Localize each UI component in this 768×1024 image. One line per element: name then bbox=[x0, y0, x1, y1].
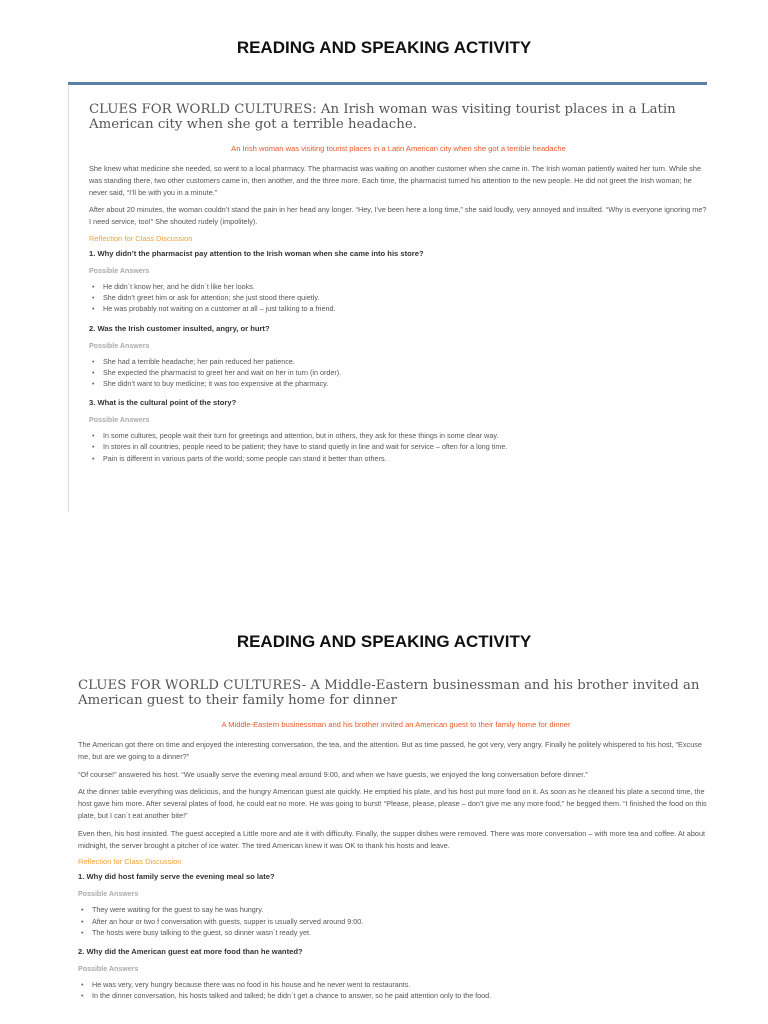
page-heading: READING AND SPEAKING ACTIVITY bbox=[236, 632, 532, 651]
story-paragraph: After about 20 minutes, the woman couldn’t stand the pain in her head any longer. “Hey, I’ve been here a long time,” she said loudly, very annoyed and insulted. “Why is everyone ignoring me? I need service, too!” She shouted rudely (impolitely). bbox=[89, 205, 707, 227]
possible-answers-label: Possible Answers bbox=[89, 266, 150, 275]
story-paragraph: The American got there on time and enjoyed the interesting conversation, the tea, and the attention. But as time passed, he got very, very angry. Finally he politely whispered to his host, “Excuse me, but are we going to a dinner?” bbox=[78, 740, 702, 761]
heading-divider bbox=[68, 82, 707, 85]
possible-answers-label: Possible Answers bbox=[78, 964, 139, 973]
answer-item: • He was very, very hungry because there was no food in his house and he never went to restaurants. bbox=[78, 979, 714, 990]
answer-item: • In the dinner conversation, his hosts talked and talked; he didn´t get a chance to answer, so he paid attention only to the food. bbox=[78, 990, 714, 1001]
clue-title: CLUES FOR WORLD CULTURES: An Irish woman was visiting tourist places in a Latin American city when she got a terrible headache. bbox=[89, 102, 676, 132]
reflection-heading: Reflection for Class Discussion bbox=[78, 857, 182, 867]
answer-list bbox=[78, 979, 714, 1001]
answer-item: • They were waiting for the guest to say he was hungry. bbox=[78, 904, 714, 915]
page-heading: READING AND SPEAKING ACTIVITY bbox=[236, 38, 532, 57]
discussion-question: 1. Why didn’t the pharmacist pay attention to the Irish woman when she came into his store? bbox=[89, 248, 424, 258]
answer-list bbox=[89, 430, 708, 464]
answer-item: • She didn’t greet him or ask for attention; she just stood there quietly. bbox=[89, 292, 708, 303]
answer-item: • In some cultures, people wait their turn for greetings and attention, but in others, they ask for these things in some clear way. bbox=[89, 430, 708, 441]
discussion-question: 1. Why did host family serve the evening meal so late? bbox=[78, 872, 275, 882]
activity-section-1 bbox=[68, 86, 708, 512]
answer-item: • In stores in all countries, people need to be patient; they have to stand quietly in line and wait for service – often for a long time. bbox=[89, 441, 708, 452]
reflection-heading: Reflection for Class Discussion bbox=[89, 233, 193, 243]
story-subtitle: An Irish woman was visiting tourist places in a Latin American city when she got a terrible headache bbox=[231, 144, 566, 153]
answer-item: • The hosts were busy talking to the guest, so dinner wasn´t ready yet. bbox=[78, 927, 714, 938]
answer-item: • She didn’t want to buy medicine; it was too expensive at the pharmacy. bbox=[89, 378, 708, 389]
possible-answers-label: Possible Answers bbox=[78, 890, 139, 899]
clue-title: CLUES FOR WORLD CULTURES- A Middle-Eastern businessman and his brother invited an American guest to their family home for dinner bbox=[78, 678, 700, 708]
answer-list bbox=[89, 356, 708, 390]
answer-item: • He didn´t know her, and he didn´t like her looks. bbox=[89, 281, 708, 292]
answer-item: • After an hour or two f conversation with guests, supper is usually served around 9:00. bbox=[78, 916, 714, 927]
story-paragraph: At the dinner table everything was delicious, and the hungry American guest ate quickly. He emptied his plate, and his host put more food on it. As soon as he cleaned his plate a second time, the host gave him more. After several plates of food, he could eat no more. He was going to burst! “Please, please, please – don’t give me any more food,” he begged them. “I finished the food on this plate, but I can´t eat another bite!” bbox=[78, 787, 707, 820]
discussion-question: 2. Was the Irish customer insulted, angry, or hurt? bbox=[89, 323, 270, 333]
story-paragraph: She knew what medicine she needed, so went to a local pharmacy. The pharmacist was waiting on another customer when she came in. The Irish woman patiently waited her turn. While she was standing there, two other customers came in, then another, and the three more. Each time, the pharmacist turned his attention to the new people. He did not greet the Irish woman; he never said, “I’ll be with you in a minute.” bbox=[89, 164, 702, 197]
story-paragraph: “Of course!” answered his host. “We usually serve the evening meal around 9:00, and when we have guests, we enjoyed the long conversation before dinner.” bbox=[78, 769, 588, 779]
answer-item: • She expected the pharmacist to greet her and wait on her in turn (in order). bbox=[89, 367, 708, 378]
answer-list bbox=[89, 281, 708, 315]
discussion-question: 2. Why did the American guest eat more food than he wanted? bbox=[78, 946, 303, 956]
answer-item: • She had a terrible headache; her pain reduced her patience. bbox=[89, 356, 708, 367]
activity-section-2 bbox=[78, 678, 714, 1010]
possible-answers-label: Possible Answers bbox=[89, 416, 150, 425]
answer-item: • He was probably not waiting on a customer at all – just talking to a friend. bbox=[89, 303, 708, 314]
story-paragraph: Even then, his host insisted. The guest accepted a Little more and ate it with difficulty. Finally, the supper dishes were removed. There was more conversation – with more tea and coffee. At about midnight, the server brought a pitcher of ice water. The tired American knew it was OK to thank his hosts and leave. bbox=[78, 828, 706, 850]
answer-list bbox=[78, 904, 714, 938]
answer-item: • Pain is different in various parts of the world; some people can stand it better than others. bbox=[89, 453, 708, 464]
possible-answers-label: Possible Answers bbox=[89, 341, 150, 350]
discussion-question: 3. What is the cultural point of the story? bbox=[89, 398, 237, 408]
story-subtitle: A Middle-Eastern businessman and his brother invited an American guest to their family home for dinner bbox=[221, 720, 571, 729]
